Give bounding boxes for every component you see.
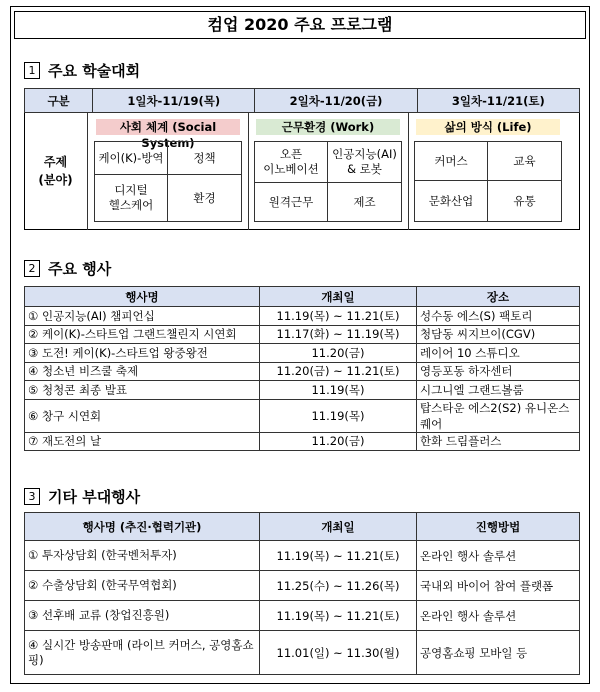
side-event-method: 온라인 행사 솔루션 [417, 601, 580, 631]
divider [248, 112, 249, 230]
header-cell: 개최일 [260, 287, 417, 307]
row-number: ⑥ [28, 408, 39, 423]
event-name-cell [25, 344, 260, 363]
event-name-cell [25, 307, 260, 326]
topic-cell: 제조 [327, 182, 402, 222]
section-3-heading [24, 486, 140, 507]
side-events-table [24, 512, 580, 675]
section-title: 주요 행사 [48, 260, 112, 278]
row-label: 주제 (분야) [24, 112, 88, 230]
side-event-name-cell [25, 601, 260, 631]
event-date: 11.19(목) ~ 11.21(토) [260, 307, 417, 326]
table-row [25, 571, 580, 601]
event-name-cell [25, 432, 260, 451]
header-cell: 1일차-11/19(목) [93, 89, 255, 113]
page-title: 컴업 2020 주요 프로그램 [14, 11, 586, 39]
event-place: 한화 드림플러스 [417, 432, 580, 451]
event-place: 탑스타운 에스2(S2) 유니온스퀘어 [417, 399, 580, 432]
divider [408, 112, 409, 230]
side-event-name: 수출상담회 (한국무역협회) [41, 578, 177, 592]
table-row [25, 344, 580, 363]
table-row [25, 631, 580, 675]
event-name: 청소년 비즈쿨 축제 [41, 364, 139, 379]
header-cell: 3일차-11/21(토) [417, 89, 579, 113]
event-name-cell [25, 325, 260, 344]
header-cell: 행사명 [25, 287, 260, 307]
topic-cell: 디지털 헬스케어 [94, 174, 168, 222]
events-table [24, 286, 580, 451]
row-number: ④ [28, 364, 39, 379]
event-name: 창구 시연회 [41, 408, 102, 423]
event-date: 11.20(금) [260, 344, 417, 363]
row-number: ⑦ [28, 434, 39, 449]
section-number: 3 [24, 488, 40, 505]
event-place: 레이어 10 스튜디오 [417, 344, 580, 363]
event-date: 11.20(금) [260, 432, 417, 451]
row-number: ③ [28, 345, 39, 360]
topic-cell: 정책 [167, 141, 242, 175]
header-cell: 2일차-11/20(금) [255, 89, 417, 113]
event-place: 청담동 씨지브이(CGV) [417, 325, 580, 344]
event-name-cell [25, 399, 260, 432]
event-name: 케이(K)-스타트업 그랜드챌린지 시연회 [41, 327, 237, 342]
header-cell: 장소 [417, 287, 580, 307]
side-event-name-cell [25, 571, 260, 601]
row-number: ③ [28, 608, 39, 622]
side-event-name: 실시간 방송판매 (라이브 커머스, 공영홈쇼핑) [28, 637, 254, 667]
event-name: 청청콘 최종 발표 [41, 382, 128, 397]
row-number: ① [28, 308, 39, 323]
row-number: ⑤ [28, 382, 39, 397]
section-1-heading [24, 60, 140, 81]
event-place: 영등포동 하자센터 [417, 362, 580, 381]
theme-tag-life: 삶의 방식 (Life) [416, 119, 560, 135]
table-row [25, 541, 580, 571]
side-event-name-cell [25, 541, 260, 571]
table-row [25, 325, 580, 344]
side-event-date: 11.25(수) ~ 11.26(목) [260, 571, 417, 601]
table-row [25, 381, 580, 400]
table-row [25, 601, 580, 631]
event-name-cell [25, 362, 260, 381]
topic-cell: 커머스 [414, 141, 488, 181]
event-date: 11.19(목) [260, 381, 417, 400]
side-event-date: 11.01(일) ~ 11.30(월) [260, 631, 417, 675]
side-event-name-cell [25, 631, 260, 675]
side-event-method: 공영홈쇼핑 모바일 등 [417, 631, 580, 675]
side-event-method: 국내외 바이어 참여 플랫폼 [417, 571, 580, 601]
header-cell: 구분 [25, 89, 93, 113]
event-name-cell [25, 381, 260, 400]
event-name: 도전! 케이(K)-스타트업 왕중왕전 [41, 345, 208, 360]
row-number: ② [28, 578, 39, 592]
event-date: 11.20(금) ~ 11.21(토) [260, 362, 417, 381]
event-date: 11.17(화) ~ 11.19(목) [260, 325, 417, 344]
event-name: 인공지능(AI) 챔피언십 [41, 308, 155, 323]
section-2-heading [24, 258, 111, 279]
topic-cell: 인공지능(AI) & 로봇 [327, 141, 402, 183]
table-row [25, 362, 580, 381]
topic-cell: 환경 [167, 174, 242, 222]
section-number: 2 [24, 260, 40, 277]
theme-tag-social: 사회 체계 (Social System) [96, 119, 240, 135]
topic-cell: 유통 [487, 180, 562, 222]
side-event-date: 11.19(목) ~ 11.21(토) [260, 601, 417, 631]
header-cell: 개최일 [260, 513, 417, 541]
theme-tag-work: 근무환경 (Work) [256, 119, 400, 135]
event-place: 시그니엘 그랜드볼룸 [417, 381, 580, 400]
topic-cell: 문화산업 [414, 180, 488, 222]
event-name: 재도전의 날 [41, 434, 102, 449]
section-number: 1 [24, 62, 40, 79]
section-title: 주요 학술대회 [48, 62, 141, 80]
table-row [25, 307, 580, 326]
side-event-date: 11.19(목) ~ 11.21(토) [260, 541, 417, 571]
row-number: ① [28, 548, 39, 562]
header-cell: 진행방법 [417, 513, 580, 541]
side-event-name: 선후배 교류 (창업진흥원) [41, 608, 170, 622]
topic-cell: 케이(K)-방역 [94, 141, 168, 175]
event-date: 11.19(목) [260, 399, 417, 432]
row-number: ④ [28, 637, 39, 652]
topic-cell: 교육 [487, 141, 562, 181]
header-cell: 행사명 (추진·협력기관) [25, 513, 260, 541]
topic-cell: 오픈 이노베이션 [254, 141, 328, 183]
table-row [25, 432, 580, 451]
event-place: 성수동 에스(S) 팩토리 [417, 307, 580, 326]
side-event-method: 온라인 행사 솔루션 [417, 541, 580, 571]
section-title: 기타 부대행사 [48, 488, 141, 506]
topic-cell: 원격근무 [254, 182, 328, 222]
conference-header [24, 88, 580, 113]
side-event-name: 투자상담회 (한국벤처투자) [41, 548, 177, 562]
table-row [25, 399, 580, 432]
row-number: ② [28, 327, 39, 342]
